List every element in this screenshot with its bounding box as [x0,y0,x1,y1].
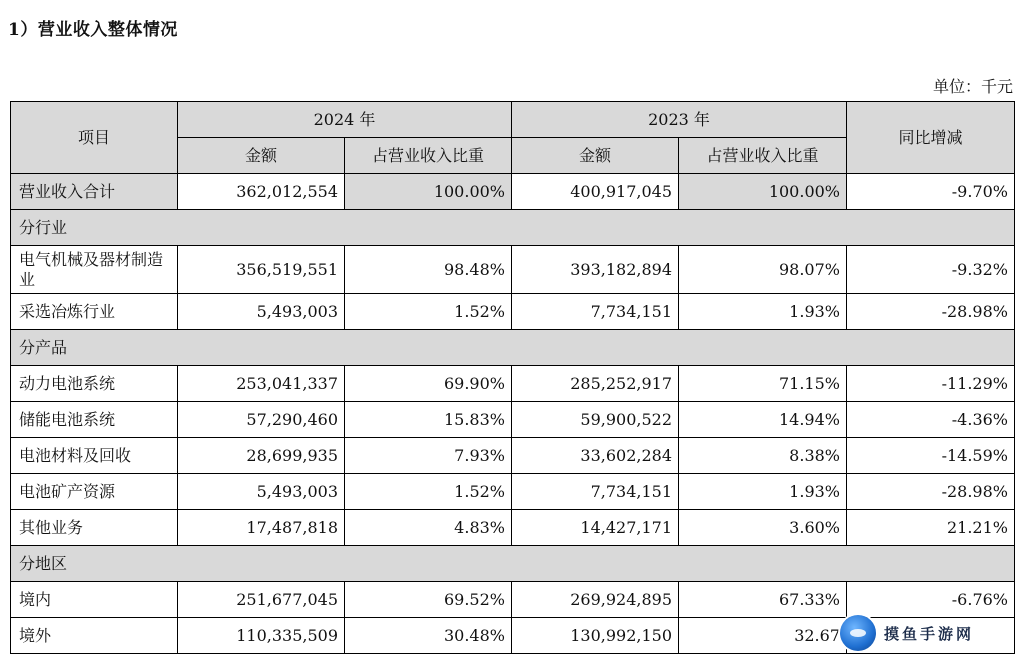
watermark-text: 摸鱼手游网 [884,624,975,643]
header-ratio-2024: 占营业收入比重 [345,138,512,174]
row-label: 营业收入合计 [11,174,178,210]
cell-amount-2024: 110,335,509 [178,618,345,654]
cell-ratio-2024: 69.52% [345,582,512,618]
cell-amount-2024: 17,487,818 [178,510,345,546]
cell-yoy: -14.59% [847,438,1015,474]
section-title: 1）营业收入整体情况 [8,20,178,40]
cell-ratio-2024: 7.93% [345,438,512,474]
cell-ratio-2024: 98.48% [345,246,512,294]
header-yoy: 同比增减 [847,102,1015,174]
cell-amount-2023: 285,252,917 [512,366,679,402]
table-row [11,438,1015,474]
cell-yoy: -9.70% [847,174,1015,210]
table-row [11,246,1015,294]
cell-yoy: -9.32% [847,246,1015,294]
cell-yoy: -28.98% [847,294,1015,330]
row-label: 境内 [11,582,178,618]
cell-amount-2024: 356,519,551 [178,246,345,294]
row-label: 电池矿产资源 [11,474,178,510]
cell-amount-2023: 130,992,150 [512,618,679,654]
cell-amount-2024: 253,041,337 [178,366,345,402]
cell-amount-2023: 269,924,895 [512,582,679,618]
header-item: 项目 [11,102,178,174]
cell-amount-2024: 28,699,935 [178,438,345,474]
row-label: 其他业务 [11,510,178,546]
cell-ratio-2024: 100.00% [345,174,512,210]
row-label: 储能电池系统 [11,402,178,438]
cell-amount-2023: 7,734,151 [512,474,679,510]
header-amount-2023: 金额 [512,138,679,174]
category-row-region [11,546,1015,582]
cell-amount-2024: 5,493,003 [178,474,345,510]
cell-ratio-2023: 67.33% [679,582,847,618]
cell-ratio-2024: 69.90% [345,366,512,402]
cell-amount-2024: 251,677,045 [178,582,345,618]
cell-yoy: -4.36% [847,402,1015,438]
header-amount-2024: 金额 [178,138,345,174]
cell-amount-2023: 400,917,045 [512,174,679,210]
cell-yoy: -28.98% [847,474,1015,510]
cell-ratio-2024: 4.83% [345,510,512,546]
cell-yoy [847,618,1015,654]
cell-amount-2023: 14,427,171 [512,510,679,546]
cell-amount-2023: 7,734,151 [512,294,679,330]
table-row [11,474,1015,510]
cell-ratio-2023: 32.67 [679,618,847,654]
cell-ratio-2023: 8.38% [679,438,847,474]
table-row-total [11,174,1015,210]
category-row-product [11,330,1015,366]
table-row [11,618,1015,654]
cell-ratio-2023: 1.93% [679,294,847,330]
table-row [11,402,1015,438]
cell-yoy: 21.21% [847,510,1015,546]
table-row [11,366,1015,402]
cell-amount-2024: 57,290,460 [178,402,345,438]
cell-amount-2024: 5,493,003 [178,294,345,330]
table-row [11,294,1015,330]
cell-ratio-2023: 14.94% [679,402,847,438]
cell-ratio-2023: 100.00% [679,174,847,210]
row-label: 采选冶炼行业 [11,294,178,330]
row-label: 电池材料及回收 [11,438,178,474]
header-ratio-2023: 占营业收入比重 [679,138,847,174]
cell-yoy: -6.76% [847,582,1015,618]
cell-yoy: -11.29% [847,366,1015,402]
row-label: 电气机械及器材制造业 [11,246,178,294]
header-year-2023: 2023 年 [512,102,847,138]
table-row [11,582,1015,618]
cell-ratio-2023: 71.15% [679,366,847,402]
cell-ratio-2024: 1.52% [345,294,512,330]
cell-amount-2023: 33,602,284 [512,438,679,474]
cell-ratio-2023: 3.60% [679,510,847,546]
cell-ratio-2023: 98.07% [679,246,847,294]
cell-amount-2024: 362,012,554 [178,174,345,210]
cell-ratio-2023: 1.93% [679,474,847,510]
revenue-table [10,101,1015,654]
header-year-2024: 2024 年 [178,102,512,138]
cell-ratio-2024: 30.48% [345,618,512,654]
cell-ratio-2024: 1.52% [345,474,512,510]
table-row [11,510,1015,546]
category-label: 分地区 [11,546,1015,582]
category-label: 分行业 [11,210,1015,246]
row-label: 境外 [11,618,178,654]
cell-amount-2023: 393,182,894 [512,246,679,294]
cell-amount-2023: 59,900,522 [512,402,679,438]
unit-note: 单位：千元 [932,77,1013,96]
category-row-industry [11,210,1015,246]
cell-ratio-2024: 15.83% [345,402,512,438]
category-label: 分产品 [11,330,1015,366]
row-label: 动力电池系统 [11,366,178,402]
